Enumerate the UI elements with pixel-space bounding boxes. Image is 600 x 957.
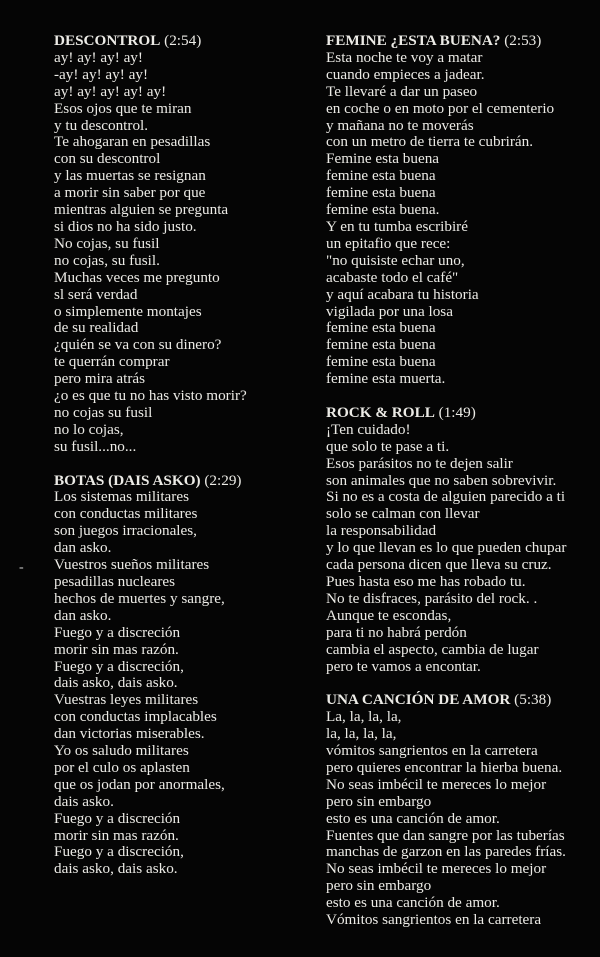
lyric-line: con su descontrol (54, 150, 161, 168)
lyric-line: Si no es a costa de alguien parecido a ti (326, 488, 566, 506)
lyric-line: que os jodan por anormales, (54, 775, 225, 793)
song-name: ROCK & ROLL (326, 403, 435, 421)
lyric-line: Los sistemas militares (54, 488, 189, 506)
lyric-line: un epitafio que rece: (326, 234, 451, 252)
lyric-line: con conductas implacables (54, 708, 217, 726)
song-duration: (2:53) (504, 32, 542, 49)
lyric-line: sl será verdad (54, 285, 138, 303)
lyric-line: de su realidad (54, 319, 139, 337)
lyric-line: dan asko. (54, 606, 112, 624)
lyric-line: son juegos irracionales, (54, 522, 197, 540)
lyric-line: La, la, la, la, (326, 708, 402, 726)
lyric-line: Fuego y a discreción (54, 809, 181, 827)
lyric-line: esto es una canción de amor. (326, 809, 500, 827)
lyric-line: dais asko, dais asko. (54, 674, 178, 692)
lyric-line: Esos ojos que te miran (54, 99, 192, 117)
lyric-line: Te llevaré a dar un paseo (326, 82, 478, 100)
lyric-line: si dios no ha sido justo. (54, 217, 197, 235)
song-duration: (2:54) (164, 32, 202, 49)
lyric-line: pero quieres encontrar la hierba buena. (326, 758, 563, 776)
lyric-line: ¡Ten cuidado! (326, 420, 411, 438)
lyric-line: y las muertas se resignan (54, 167, 206, 185)
song-title (326, 692, 596, 709)
lyric-line: femine esta buena (326, 167, 436, 185)
song-name: DESCONTROL (54, 32, 161, 49)
lyric-line: Aunque te escondas, (326, 606, 452, 624)
song-title (54, 33, 304, 50)
lyric-line: esto es una canción de amor. (326, 894, 500, 912)
lyric-line: dais asko. (54, 792, 114, 810)
lyric-line: morir sin mas razón. (54, 826, 179, 844)
lyric-line: pero sin embargo (326, 877, 432, 895)
lyric-line: pero mira atrás (54, 370, 146, 388)
lyric-line: son animales que no saben sobrevivir. (326, 471, 557, 489)
lyric-line: la, la, la, la, (326, 725, 397, 743)
lyric-line: femine esta muerta. (326, 370, 446, 388)
lyric-line: a morir sin saber por que (54, 184, 206, 202)
lyric-line: femine esta buena. (326, 201, 440, 219)
lyric-line: No te disfraces, parásito del rock. . (326, 589, 538, 607)
lyric-line: o simplemente montajes (54, 302, 202, 320)
song-duration: (2:29) (204, 471, 242, 489)
lyric-line: cambia el aspecto, cambia de lugar (326, 640, 539, 658)
lyric-line: hechos de muertes y sangre, (54, 589, 225, 607)
song-rock-and-roll (326, 405, 596, 676)
lyric-line: no cojas, su fusil. (54, 251, 160, 269)
lyric-line: con un metro de tierra te cubrirán. (326, 133, 534, 151)
lyric-line: que solo te pase a ti. (326, 437, 450, 455)
margin-mark: - (19, 560, 24, 575)
lyric-line: Fuego y a discreción (54, 623, 181, 641)
lyric-line: Y en tu tumba escribiré (326, 217, 468, 235)
left-column (54, 33, 304, 895)
lyric-line: y mañana no te moverás (326, 116, 474, 134)
song-botas (54, 473, 304, 879)
lyric-line: Femine esta buena (326, 150, 440, 168)
lyric-line: no cojas su fusil (54, 403, 153, 421)
lyric-line: femine esta buena (326, 336, 436, 354)
lyric-line: Muchas veces me pregunto (54, 268, 220, 286)
lyric-line: dais asko, dais asko. (54, 860, 178, 878)
lyric-line: en coche o en moto por el cementerio (326, 99, 555, 117)
lyric-line: ¿o es que tu no has visto morir? (54, 387, 247, 405)
lyric-line: con conductas militares (54, 505, 198, 523)
song-una-cancion-de-amor (326, 692, 596, 929)
lyric-line: Vómitos sangrientos en la carretera (326, 911, 542, 929)
lyric-line: femine esta buena (326, 319, 436, 337)
lyric-line: por el culo os aplasten (54, 758, 190, 776)
lyric-line: mientras alguien se pregunta (54, 201, 229, 219)
lyric-line: cuando empieces a jadear. (326, 65, 485, 83)
lyric-line: manchas de garzon en las paredes frías. (326, 843, 566, 861)
lyric-line: ¿quién se va con su dinero? (54, 336, 222, 354)
lyric-line: Pues hasta eso me has robado tu. (326, 572, 526, 590)
lyric-line: no lo cojas, (54, 420, 124, 438)
lyric-line: y tu descontrol. (54, 116, 149, 134)
lyric-line: ay! ay! ay! ay! ay! (54, 82, 167, 100)
lyric-line: No seas imbécil te mereces lo mejor (326, 860, 547, 878)
song-name: FEMINE ¿ESTA BUENA? (326, 32, 501, 49)
lyric-line: la responsabilidad (326, 522, 437, 540)
lyric-line: su fusil...no... (54, 437, 137, 455)
lyric-line: y lo que llevan es lo que pueden chupar (326, 539, 567, 557)
lyric-line: femine esta buena (326, 353, 436, 371)
song-duration: (1:49) (438, 403, 476, 421)
lyric-line: "no quisiste echar uno, (326, 251, 465, 269)
lyric-line: cada persona dicen que lleva su cruz. (326, 556, 552, 574)
lyric-line: acabaste todo el café" (326, 268, 459, 286)
lyric-line: vómitos sangrientos en la carretera (326, 742, 538, 760)
song-title (326, 33, 596, 50)
lyric-line: Vuestros sueños militares (54, 556, 210, 574)
lyric-line: Fuego y a discreción, (54, 843, 184, 861)
song-title (54, 473, 304, 490)
song-title (326, 405, 596, 422)
lyric-line: Esos parásitos no te dejen salir (326, 454, 513, 472)
lyric-line: dan asko. (54, 539, 112, 557)
lyric-line: -ay! ay! ay! ay! (54, 65, 149, 83)
lyric-line: No seas imbécil te mereces lo mejor (326, 775, 547, 793)
lyric-line: para ti no habrá perdón (326, 623, 467, 641)
lyric-line: Fuentes que dan sangre por las tuberías (326, 826, 565, 844)
song-name: UNA CANCIÓN DE AMOR (326, 691, 511, 709)
lyric-line: te querrán comprar (54, 353, 170, 371)
lyric-line: vigilada por una losa (326, 302, 453, 320)
lyric-line: Vuestras leyes militares (54, 691, 199, 709)
lyric-line: Te ahogaran en pesadillas (54, 133, 211, 151)
lyric-line: y aquí acabara tu historia (326, 285, 479, 303)
lyric-line: Fuego y a discreción, (54, 657, 184, 675)
song-femine (326, 33, 596, 388)
lyric-line: pero te vamos a encontar. (326, 657, 481, 675)
song-name: BOTAS (DAIS ASKO) (54, 471, 201, 489)
lyric-line: ay! ay! ay! ay! (54, 48, 143, 66)
song-descontrol (54, 33, 304, 456)
lyric-line: Esta noche te voy a matar (326, 48, 483, 66)
lyric-line: dan victorias miserables. (54, 725, 205, 743)
lyric-line: solo se calman con llevar (326, 505, 480, 523)
lyric-line: pero sin embargo (326, 792, 432, 810)
lyric-line: morir sin mas razón. (54, 640, 179, 658)
lyric-line: pesadillas nucleares (54, 572, 176, 590)
lyric-line: No cojas, su fusil (54, 234, 160, 252)
lyric-line: femine esta buena (326, 184, 436, 202)
lyric-line: Yo os saludo militares (54, 742, 189, 760)
song-duration: (5:38) (514, 691, 552, 709)
right-column (326, 33, 596, 946)
